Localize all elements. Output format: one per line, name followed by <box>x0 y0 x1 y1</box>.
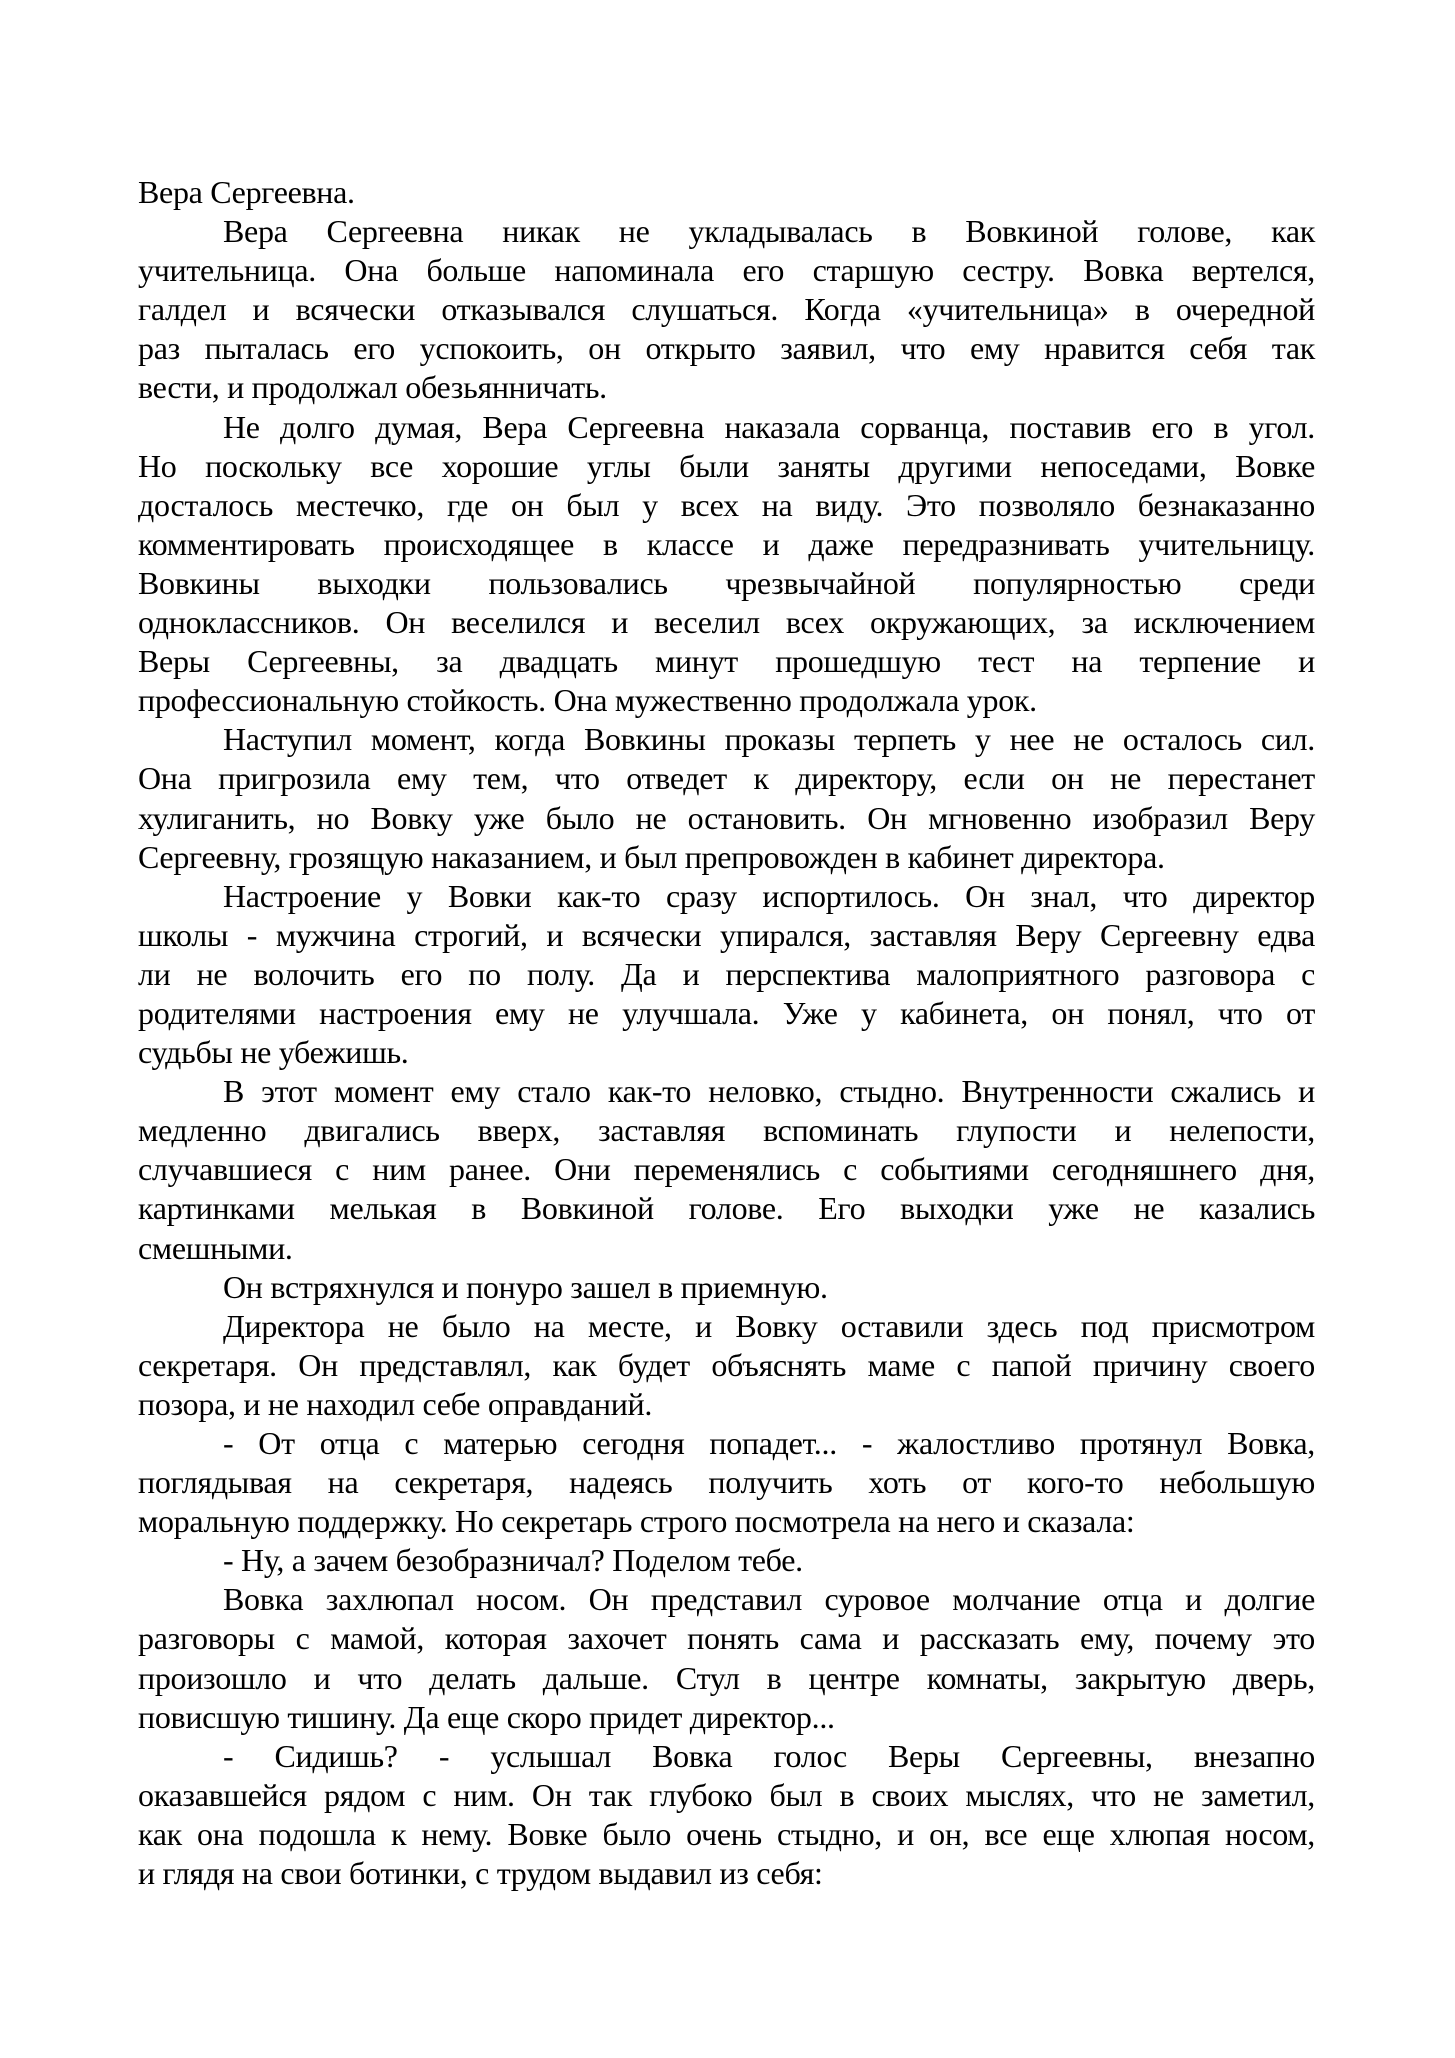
paragraph <box>138 1424 1315 1541</box>
text-line: учительница. Она больше напоминала его старшую сестру. Вовка вертелся, <box>138 252 1315 289</box>
text-line: ли не волочить его по полу. Да и перспектива малоприятного разговора с <box>138 955 1315 992</box>
text-line: - Сидишь? - услышал Вовка голос Веры Сергеевны, внезапно <box>223 1737 1315 1774</box>
text-line: оказавшейся рядом с ним. Он так глубоко был в своих мыслях, что не заметил, <box>138 1776 1315 1813</box>
text-line: Веры Сергеевны, за двадцать минут прошедшую тест на терпение и <box>138 643 1315 680</box>
text-line: медленно двигались вверх, заставляя вспоминать глупости и нелепости, <box>138 1112 1315 1149</box>
text-line: произошло и что делать дальше. Стул в центре комнаты, закрытую дверь, <box>138 1659 1315 1696</box>
text-line: случавшиеся с ним ранее. Они переменялись с событиями сегодняшнего дня, <box>138 1151 1315 1188</box>
text-line: Вовкины выходки пользовались чрезвычайной популярностью среди <box>138 564 1315 601</box>
text-line: повисшую тишину. Да еще скоро придет директор... <box>138 1698 835 1735</box>
text-line: вести, и продолжал обезьянничать. <box>138 369 607 406</box>
paragraph <box>138 1307 1315 1424</box>
text-line: В этот момент ему стало как-то неловко, стыдно. Внутренности сжались и <box>223 1073 1315 1110</box>
paragraph <box>138 1268 1315 1307</box>
text-line: Директора не было на месте, и Вовку оставили здесь под присмотром <box>223 1307 1315 1344</box>
text-line: Вера Сергеевна никак не укладывалась в Вовкиной голове, как <box>223 213 1315 250</box>
text-line: Не долго думая, Вера Сергеевна наказала сорванца, поставив его в угол. <box>223 408 1315 445</box>
text-line: смешными. <box>138 1229 293 1266</box>
text-line: школы - мужчина строгий, и всячески упирался, заставляя Веру Сергеевну едва <box>138 916 1315 953</box>
text-line: Он встряхнулся и понуро зашел в приемную. <box>223 1268 828 1305</box>
paragraph <box>138 408 1315 721</box>
text-line: позора, и не находил себе оправданий. <box>138 1385 653 1422</box>
text-line: Но поскольку все хорошие углы были заняты другими непоседами, Вовке <box>138 447 1315 484</box>
paragraph <box>138 877 1315 1072</box>
text-line: как она подошла к нему. Вовке было очень стыдно, и он, все еще хлюпая носом, <box>138 1815 1315 1852</box>
text-line: Она пригрозила ему тем, что отведет к директору, если он не перестанет <box>138 760 1315 797</box>
text-line: Вера Сергеевна. <box>138 174 355 210</box>
text-line: Наступил момент, когда Вовкины проказы терпеть у нее не осталось сил. <box>223 721 1315 758</box>
text-line: родителями настроения ему не улучшала. Уже у кабинета, он понял, что от <box>138 994 1315 1031</box>
text-line: одноклассников. Он веселился и веселил всех окружающих, за исключением <box>138 604 1315 641</box>
text-line: профессиональную стойкость. Она мужественно продолжала урок. <box>138 682 1037 719</box>
paragraph <box>138 173 1315 212</box>
text-line: - Ну, а зачем безобразничал? Поделом тебе. <box>223 1542 803 1579</box>
text-line: и глядя на свои ботинки, с трудом выдавил из себя: <box>138 1855 823 1892</box>
paragraph <box>138 1541 1315 1580</box>
text-line: галдел и всячески отказывался слушаться. Когда «учительница» в очередной <box>138 291 1315 328</box>
paragraph <box>138 212 1315 407</box>
paragraph <box>138 1737 1315 1893</box>
paragraph <box>138 1072 1315 1267</box>
paragraph <box>138 720 1315 876</box>
text-line: Сергеевну, грозящую наказанием, и был препровожден в кабинет директора. <box>138 838 1165 875</box>
text-line: - От отца с матерью сегодня попадет... - жалостливо протянул Вовка, <box>223 1425 1315 1461</box>
text-line: поглядывая на секретаря, надеясь получить хоть от кого-то небольшую <box>138 1464 1315 1501</box>
text-line: Настроение у Вовки как-то сразу испортилось. Он знал, что директор <box>223 877 1315 914</box>
text-line: хулиганить, но Вовку уже было не остановить. Он мгновенно изобразил Веру <box>138 799 1315 836</box>
text-line: картинками мелькая в Вовкиной голове. Его выходки уже не казались <box>138 1190 1315 1227</box>
text-line: досталось местечко, где он был у всех на виду. Это позволяло безнаказанно <box>138 486 1315 523</box>
text-line: судьбы не убежишь. <box>138 1034 409 1071</box>
text-line: комментировать происходящее в классе и даже передразнивать учительницу. <box>138 525 1315 562</box>
document-text <box>138 173 1315 1893</box>
text-line: раз пыталась его успокоить, он открыто заявил, что ему нравится себя так <box>138 330 1315 367</box>
text-line: разговоры с мамой, которая захочет понять сама и рассказать ему, почему это <box>138 1620 1315 1657</box>
text-line: секретаря. Он представлял, как будет объяснять маме с папой причину своего <box>138 1346 1315 1383</box>
text-line: Вовка захлюпал носом. Он представил суровое молчание отца и долгие <box>223 1581 1315 1618</box>
paragraph <box>138 1580 1315 1736</box>
text-line: моральную поддержку. Но секретарь строго посмотрела на него и сказала: <box>138 1503 1135 1540</box>
